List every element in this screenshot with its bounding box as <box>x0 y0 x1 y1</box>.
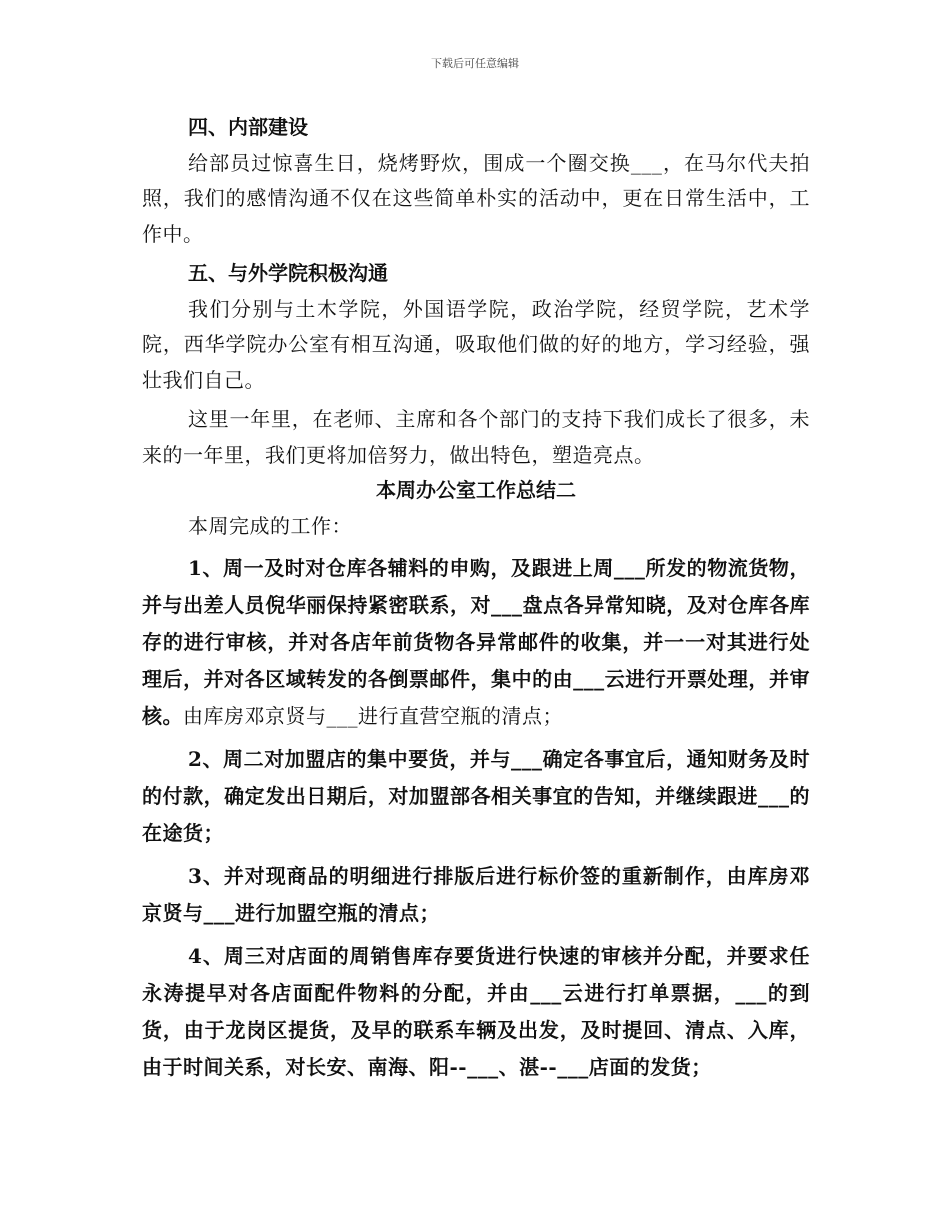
section-body-internal-building: 给部员过惊喜生日，烧烤野炊，围成一个圈交换___，在马尔代夫拍照，我们的感情沟通不仅在这些简单朴实的活动中，更在日常生活中，工作中。 <box>142 150 810 246</box>
document-body <box>142 110 810 1092</box>
work-item-2-bold: 2、周二对加盟店的集中要货，并与___确定各事宜后，通知财务及时的付款，确定发出日期后，对加盟部各相关事宜的告知，并继续跟进___的在途货； <box>142 747 810 845</box>
work-item-1-bold: 1、周一及时对仓库各辅料的申购，及跟进上周___所发的物流货物，并与出差人员倪华丽保持紧密联系，对___盘点各异常知晓，及对仓库各库存的进行审核，并对各店年前货物各异常邮件的收集，并一一对其进行处理后，并对各区域转发的各倒票邮件，集中的由___云进行开票处理，并审核。 <box>142 556 810 728</box>
report-title: 本周办公室工作总结二 <box>376 478 576 502</box>
section-body-external-communication: 我们分别与土木学院，外国语学院，政治学院，经贸学院，艺术学院，西华学院办公室有相互沟通，吸取他们做的好的地方，学习经验，强壮我们自己。 <box>142 296 810 392</box>
work-item-2 <box>142 741 810 852</box>
work-item-3-bold: 3、并对现商品的明细进行排版后进行标价签的重新制作，由库房邓京贤与___进行加盟空瓶的清点； <box>142 864 810 925</box>
work-item-4-bold: 4、周三对店面的周销售库存要货进行快速的审核并分配，并要求任永涛提早对各店面配件物料的分配，并由___云进行打单票据，___的到货，由于龙岗区提货，及早的联系车辆及出发，及时提回、清点、入库，由于时间关系，对长安、南海、阳--___、湛--___店面的发货； <box>142 944 810 1079</box>
page-header-note: 下载后可任意编辑 <box>431 57 519 70</box>
work-item-1 <box>142 550 810 735</box>
section-heading-external-communication: 五、与外学院积极沟通 <box>188 261 388 285</box>
work-item-4 <box>142 938 810 1086</box>
work-item-1-normal: 由库房邓京贤与___进行直营空瓶的清点； <box>183 704 563 728</box>
report-intro: 本周完成的工作： <box>188 513 352 538</box>
section-heading-internal-building: 四、内部建设 <box>188 115 308 139</box>
closing-paragraph: 这里一年里，在老师、主席和各个部门的支持下我们成长了很多，未来的一年里，我们更将加倍努力，做出特色，塑造亮点。 <box>142 407 810 467</box>
work-item-3 <box>142 858 810 932</box>
